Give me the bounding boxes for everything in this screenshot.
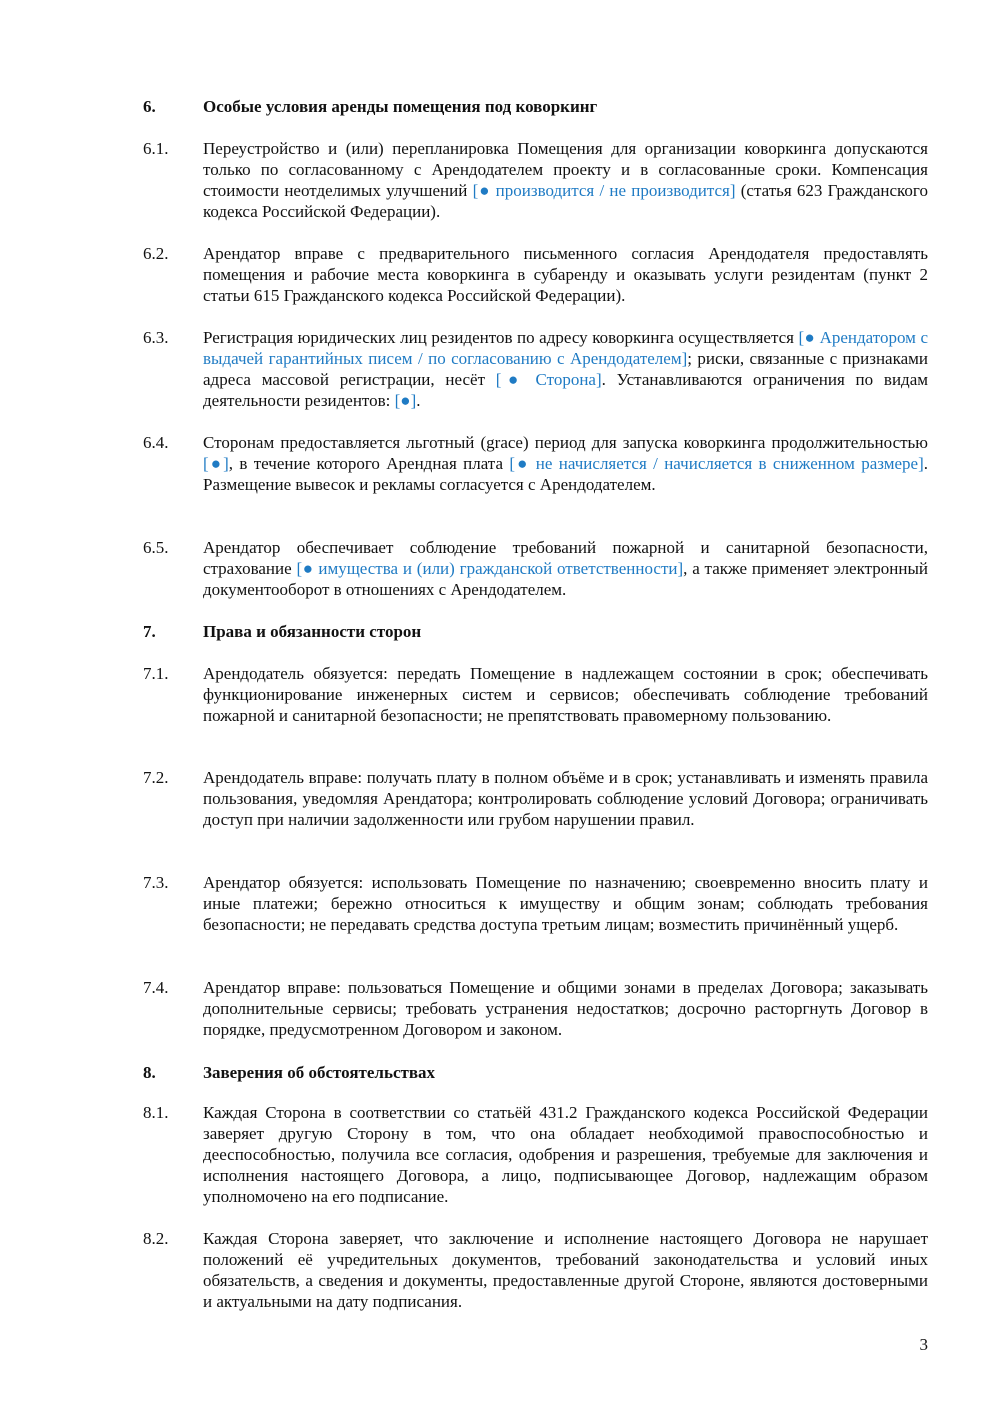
clause-number: 7.2.: [143, 768, 169, 787]
placeholder-option: [● производится / не производится]: [472, 181, 736, 200]
clause-number: 6.2.: [143, 244, 169, 263]
clause-text: [203, 327, 928, 411]
clause-text-part: Арендодатель вправе: получать плату в полном объёме и в срок; устанавливать и изменять правила пользования, уведомляя Арендатора; контролировать соблюдение условий Договора; ограничивать доступ при наличии задолженности или грубом нарушении правил.: [203, 768, 928, 829]
section-title: Особые условия аренды помещения под коворкинг: [203, 97, 598, 116]
clause-text-part: Арендодатель обязуется: передать Помещение в надлежащем состоянии в срок; обеспечивать функционирование инженерных систем и сервисов; обеспечивать соблюдение требований пожарной и санитарной безопасности; не препятствовать правомерному пользованию.: [203, 664, 928, 725]
clause-text: [203, 872, 928, 935]
clause-text-part: Арендатор вправе: пользоваться Помещение и общими зонами в пределах Договора; заказывать дополнительные сервисы; требовать устранения недостатков; досрочно расторгнуть Договор в порядке, предусмотренном Договором и законом.: [203, 978, 928, 1039]
clause-number: 6.5.: [143, 538, 169, 557]
placeholder-option: [●]: [203, 454, 229, 473]
placeholder-option: [●]: [394, 391, 417, 410]
clause-text-part: . Устанавливаются ограничения по видам деятельности резидентов:: [203, 370, 928, 410]
placeholder-option: [● Арендатором с выдачей гарантийных писем / по согласованию с Арендодателем]: [203, 328, 928, 368]
section-number: 6.: [143, 97, 156, 116]
clause-text: [203, 977, 928, 1040]
clause-text: [203, 537, 928, 600]
placeholder-option: [● Сторона]: [495, 370, 602, 389]
section-title: Заверения об обстоятельствах: [203, 1063, 436, 1082]
clause-text-part: . Размещение вывесок и рекламы согласуется с Арендодателем.: [203, 454, 928, 494]
clause-text-part: Арендатор вправе с предварительного письменного согласия Арендодателя предоставлять помещения и рабочие места коворкинга в субаренду и оказывать услуги резидентам (пункт 2 статьи 615 Гражданского кодекса Российской Федерации).: [203, 244, 928, 305]
placeholder-option: [● имущества и (или) гражданской ответственности]: [296, 559, 684, 578]
clause-text: [203, 432, 928, 495]
page-number: 3: [919, 1335, 928, 1354]
clause-text: [203, 1228, 928, 1312]
clause-number: 7.1.: [143, 664, 169, 683]
clause-text-part: Арендатор обеспечивает соблюдение требований пожарной и санитарной безопасности, страхование: [203, 538, 928, 578]
clause-number: 8.2.: [143, 1229, 169, 1248]
clause-text-part: , а также применяет электронный документооборот в отношениях с Арендодателем.: [203, 559, 928, 599]
clause-number: 6.3.: [143, 328, 169, 347]
section-title: Права и обязанности сторон: [203, 622, 422, 641]
clause-text-part: Регистрация юридических лиц резидентов по адресу коворкинга осуществляется: [203, 328, 799, 347]
clause-text-part: .: [416, 391, 421, 410]
clause-text: [203, 243, 928, 306]
clause-text-part: Каждая Сторона в соответствии со статьёй 431.2 Гражданского кодекса Российской Федерации заверяет другую Сторону в том, что она обладает необходимой правоспособностью и дееспособностью, получила все согласия, одобрения и разрешения, требуемые для заключения и исполнения настоящего Договора, а лицо, подписывающее Договор, надлежащим образом уполномочено на его подписание.: [203, 1103, 928, 1206]
clause-number: 7.4.: [143, 978, 169, 997]
clause-text-part: , в течение которого Арендная плата: [228, 454, 510, 473]
clause-text-part: (статья 623 Гражданского кодекса Российской Федерации).: [203, 181, 928, 221]
clause-number: 6.1.: [143, 139, 169, 158]
clause-text: [203, 1102, 928, 1207]
clause-number: 6.4.: [143, 433, 169, 452]
clause-text: [203, 663, 928, 726]
section-number: 8.: [143, 1063, 156, 1082]
placeholder-option: [● не начисляется / начисляется в сниженном размере]: [509, 454, 924, 473]
clause-text-part: Переустройство и (или) перепланировка Помещения для организации коворкинга допускаются только по согласованному с Арендодателем проекту и в согласованные сроки. Компенсация стоимости неотделимых улучшений: [203, 139, 928, 200]
clause-text: [203, 767, 928, 830]
clause-text-part: Сторонам предоставляется льготный (grace) период для запуска коворкинга продолжительностью: [203, 433, 928, 452]
section-number: 7.: [143, 622, 156, 641]
clause-number: 8.1.: [143, 1103, 169, 1122]
clause-text-part: Арендатор обязуется: использовать Помещение по назначению; своевременно вносить плату и иные платежи; бережно относиться к имуществу и общим зонам; соблюдать требования безопасности; не передавать средства доступа третьим лицам; возместить причинённый ущерб.: [203, 873, 928, 934]
clause-number: 7.3.: [143, 873, 169, 892]
clause-text-part: ; риски, связанные с признаками адреса массовой регистрации, несёт: [203, 349, 928, 389]
clause-text-part: Каждая Сторона заверяет, что заключение и исполнение настоящего Договора не нарушает положений её учредительных документов, требований законодательства и условий иных обязательств, а сведения и документы, предоставленные другой Стороне, являются достоверными и актуальными на дату подписания.: [203, 1229, 928, 1311]
clause-text: [203, 138, 928, 222]
